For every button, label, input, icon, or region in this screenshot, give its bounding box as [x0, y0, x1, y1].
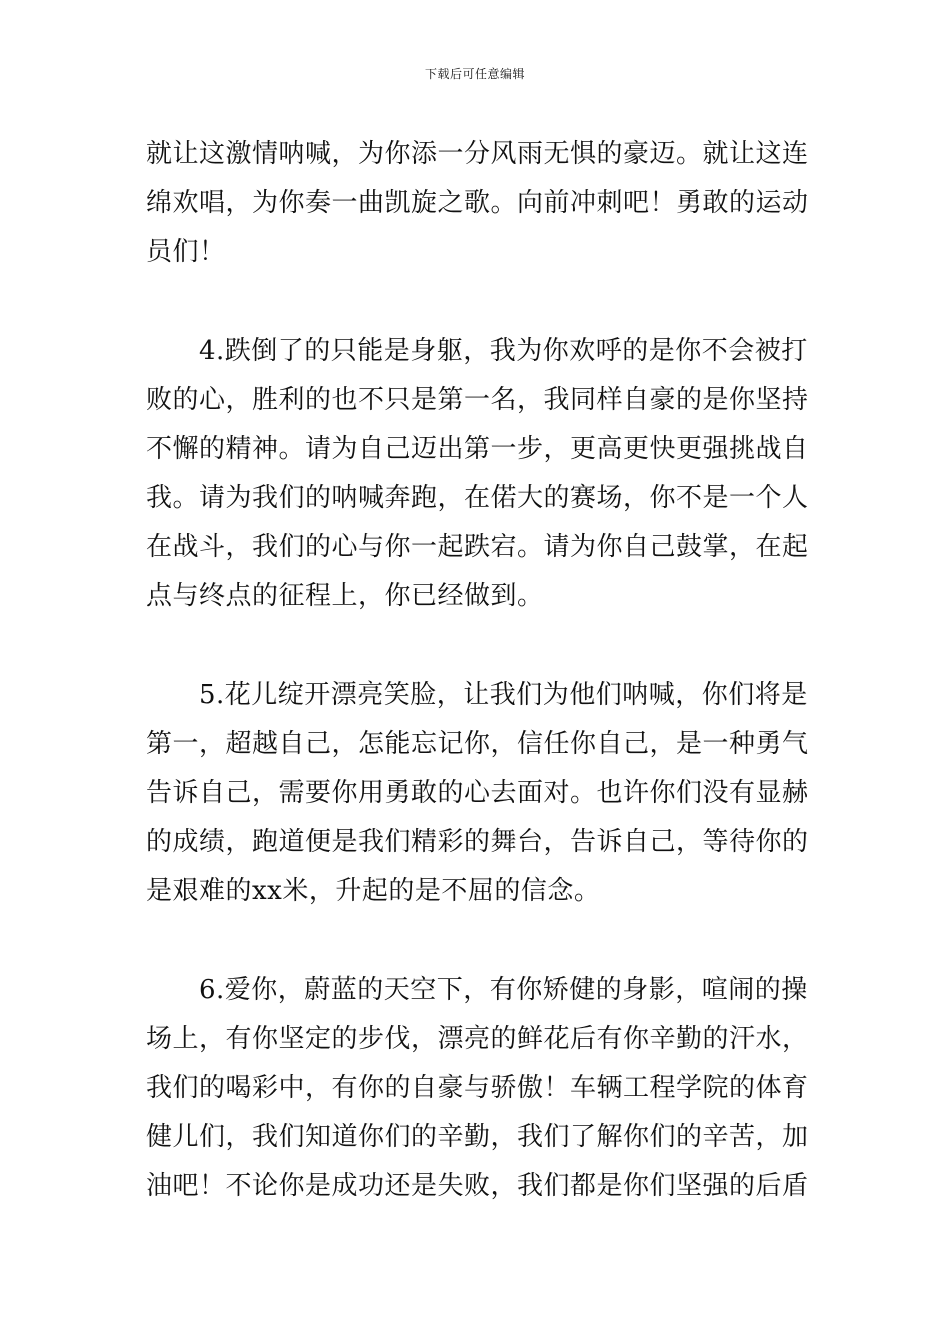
text-line: 点与终点的征程上，你已经做到。: [146, 581, 544, 611]
paragraph-gap: [146, 277, 808, 327]
text-line: 6.爱你，蔚蓝的天空下，有你矫健的身影，喧闹的操: [146, 975, 808, 1005]
text-line: 员们！: [146, 237, 226, 267]
text-line: 败的心，胜利的也不只是第一名，我同样自豪的是你坚持: [146, 385, 809, 415]
text-line: 不懈的精神。请为自己迈出第一步，更高更快更强挑战自: [146, 434, 809, 464]
text-line: 我。请为我们的呐喊奔跑，在偌大的赛场，你不是一个人: [146, 483, 809, 513]
paragraph-gap: [146, 621, 808, 671]
text-line: 第一，超越自己，怎能忘记你，信任你自己，是一种勇气: [146, 729, 809, 759]
page-header: 下载后可任意编辑: [424, 67, 525, 81]
text-line: 就让这激情呐喊，为你添一分风雨无惧的豪迈。就让这连: [146, 139, 809, 169]
paragraph-3: [146, 671, 808, 916]
text-line: 绵欢唱，为你奏一曲凯旋之歌。向前冲刺吧！勇敢的运动: [146, 188, 809, 218]
paragraph-2: [146, 327, 808, 621]
text-line: 在战斗，我们的心与你一起跌宕。请为你自己鼓掌，在起: [146, 532, 809, 562]
text-line: 4.跌倒了的只能是身躯，我为你欢呼的是你不会被打: [146, 336, 808, 366]
text-line: 健儿们，我们知道你们的辛勤，我们了解你们的辛苦，加: [146, 1122, 809, 1152]
text-line: 是艰难的xx米，升起的是不屈的信念。: [146, 876, 601, 906]
document-body: [146, 130, 808, 1211]
paragraph-4: [146, 966, 808, 1211]
paragraph-1: [146, 130, 808, 277]
text-line: 场上，有你坚定的步伐，漂亮的鲜花后有你辛勤的汗水，: [146, 1024, 809, 1054]
text-line: 5.花儿绽开漂亮笑脸，让我们为他们呐喊，你们将是: [146, 680, 808, 710]
text-line: 的成绩，跑道便是我们精彩的舞台，告诉自己，等待你的: [146, 827, 809, 857]
text-line: 我们的喝彩中，有你的自豪与骄傲！车辆工程学院的体育: [146, 1073, 809, 1103]
text-line: 油吧！不论你是成功还是失败，我们都是你们坚强的后盾: [146, 1171, 809, 1201]
text-line: 告诉自己，需要你用勇敢的心去面对。也许你们没有显赫: [146, 778, 809, 808]
paragraph-gap: [146, 916, 808, 966]
